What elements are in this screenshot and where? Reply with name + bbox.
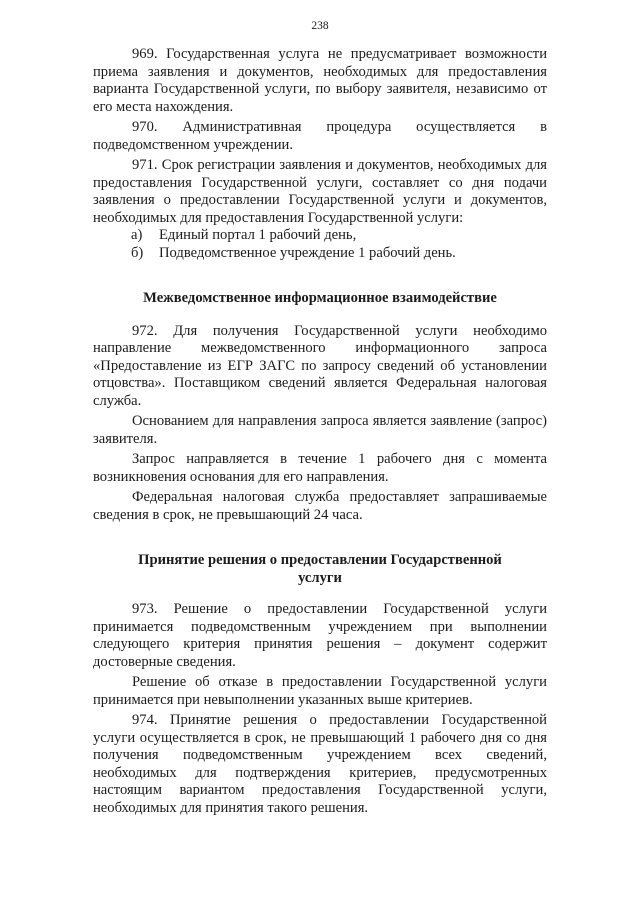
list-text: Единый портал 1 рабочий день, [159, 227, 357, 243]
paragraph-972: 972. Для получения Государственной услуги необходимо направление межведомственного информационного запроса «Предоставление из ЕГР ЗАГС по запросу сведений об установлении отцовства». Поставщиком сведений является Федеральная налоговая служба. [93, 322, 547, 409]
document-body [93, 46, 547, 817]
paragraph-fns-response: Федеральная налоговая служба предоставляет запрашиваемые сведения в срок, не превышающий 24 часа. [93, 489, 547, 523]
list-marker: а) [131, 227, 143, 243]
section-heading-decision: Принятие решения о предоставлении Государственной услуги [138, 552, 502, 586]
paragraph-974: 974. Принятие решения о предоставлении Государственной услуги осуществляется в срок, не превышающий 1 рабочего дня со дня получения подведомственным учреждением всех сведений, необходимых для подтверждения критериев, предусмотренных настоящим вариантом предоставления Государственной услуги, необходимых для принятия такого решения. [93, 712, 547, 816]
list-item-b [93, 245, 547, 263]
list-marker: б) [131, 244, 144, 261]
list-text: Подведомственное учреждение 1 рабочий день. [159, 244, 456, 261]
paragraph-request-timing: Запрос направляется в течение 1 рабочего дня с момента возникновения основания для его направления. [93, 451, 547, 485]
paragraph-969: 969. Государственная услуга не предусматривает возможности приема заявления и документов, необходимых для предоставления варианта Государственной услуги, по выбору заявителя, независимо от его места нахождения. [93, 46, 547, 115]
paragraph-971: 971. Срок регистрации заявления и документов, необходимых для предоставления Государственной услуги, составляет со дня подачи заявления о предоставлении Государственной услуги и документов, необходимых для предоставления Государственной услуги: [93, 157, 547, 226]
paragraph-basis: Основанием для направления запроса является заявление (запрос) заявителя. [93, 413, 547, 447]
paragraph-973: 973. Решение о предоставлении Государственной услуги принимается подведомственным учреждением при выполнении следующего критерия принятия решения – документ содержит достоверные сведения. [93, 601, 547, 670]
section-heading-interagency: Межведомственное информационное взаимодействие [143, 290, 497, 306]
paragraph-970: 970. Административная процедура осуществляется в подведомственном учреждении. [93, 119, 547, 153]
paragraph-refusal: Решение об отказе в предоставлении Государственной услуги принимается при невыполнении указанных выше критериев. [93, 674, 547, 708]
list-item-a [93, 227, 547, 245]
page-number: 238 [311, 20, 329, 32]
